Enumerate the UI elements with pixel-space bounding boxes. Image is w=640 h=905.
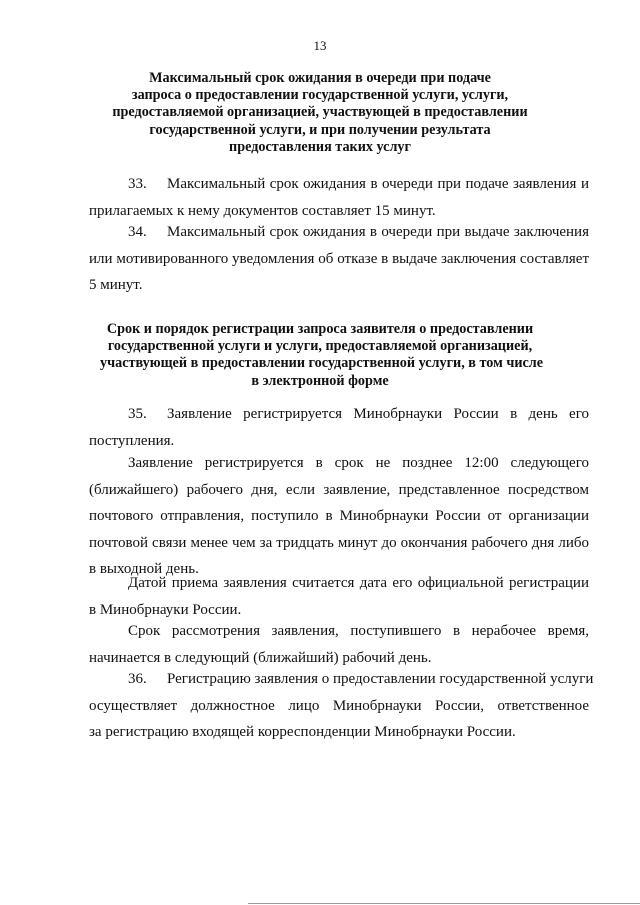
section-heading-registration [100, 321, 544, 390]
paragraph-line: осуществляет должностное лицо Минобрнауки России, ответственное [89, 697, 589, 714]
paragraph-line [89, 401, 589, 428]
heading-line: участвующей в предоставлении государственной услуги, в том числе [100, 355, 544, 372]
heading-line: запроса о предоставлении государственной услуги, услуги, [131, 87, 509, 104]
paragraph-line: Срок рассмотрения заявления, поступившего в нерабочее время, [128, 623, 589, 639]
paragraph-line: поступления. [89, 432, 175, 449]
paragraph-line [89, 219, 589, 246]
heading-line: государственной услуги, и при получении результата [149, 121, 491, 138]
item-number: 36. [128, 671, 147, 687]
heading-line: предоставления таких услуг [229, 138, 411, 155]
paragraph-item-35 [89, 401, 589, 454]
paragraph-text: Максимальный срок ожидания в очереди при подаче заявления и [167, 176, 589, 192]
item-number: 34. [128, 224, 147, 240]
item-number: 33. [128, 176, 147, 192]
paragraph-text: Регистрацию заявления о предоставлении государственной услуги [167, 671, 594, 687]
paragraph-item-36 [89, 666, 594, 746]
paragraph-line: почтового отправления, поступило в Минобрнауки России от организации [89, 508, 589, 524]
item-number: 35. [128, 406, 147, 422]
paragraph-line: начинается в следующий (ближайший) рабочий день. [89, 649, 432, 666]
paragraph-line [89, 171, 589, 198]
paragraph-text: Заявление регистрируется Минобрнауки России в день его [167, 406, 589, 422]
paragraph-line: 5 минут. [89, 277, 143, 293]
paragraph-line: Заявление регистрируется в срок не позднее 12:00 следующего [128, 455, 589, 471]
paragraph-line: в выходной день. [89, 561, 199, 577]
paragraph-item-34 [89, 219, 589, 299]
heading-line: в электронной форме [251, 372, 389, 389]
heading-line: предоставляемой организацией, участвующей в предоставлении [112, 104, 528, 121]
paragraph-review-period [89, 618, 589, 671]
paragraph-line: почтовой связи менее чем за тридцать минут до окончания рабочего дня либо [89, 534, 589, 551]
paragraph-item-33 [89, 171, 589, 224]
heading-line: государственной услуги и услуги, предоставляемой организацией, [107, 338, 533, 355]
paragraph-line: Датой приема заявления считается дата его официальной регистрации [128, 575, 589, 591]
paragraph-acceptance-date [89, 570, 589, 623]
heading-line: Максимальный срок ожидания в очереди при подаче [149, 70, 491, 86]
paragraph-line: прилагаемых к нему документов составляет 15 минут. [89, 202, 436, 219]
paragraph-line: (ближайшего) рабочего дня, если заявление, представленное посредством [89, 481, 589, 498]
paragraph-line [89, 666, 594, 693]
paragraph-line: или мотивированного уведомления об отказе в выдаче заключения составляет [89, 250, 589, 267]
paragraph-text: Максимальный срок ожидания в очереди при выдаче заключения [167, 224, 589, 240]
scan-edge-divider [248, 903, 640, 904]
section-heading-max-wait-time [100, 70, 540, 156]
paragraph-registration-deadline [89, 450, 589, 583]
heading-line: Срок и порядок регистрации запроса заявителя о предоставлении [106, 321, 534, 337]
paragraph-line: в Минобрнауки России. [89, 601, 242, 618]
page-number: 13 [313, 38, 327, 53]
paragraph-line: за регистрацию входящей корреспонденции Минобрнауки России. [89, 724, 516, 740]
